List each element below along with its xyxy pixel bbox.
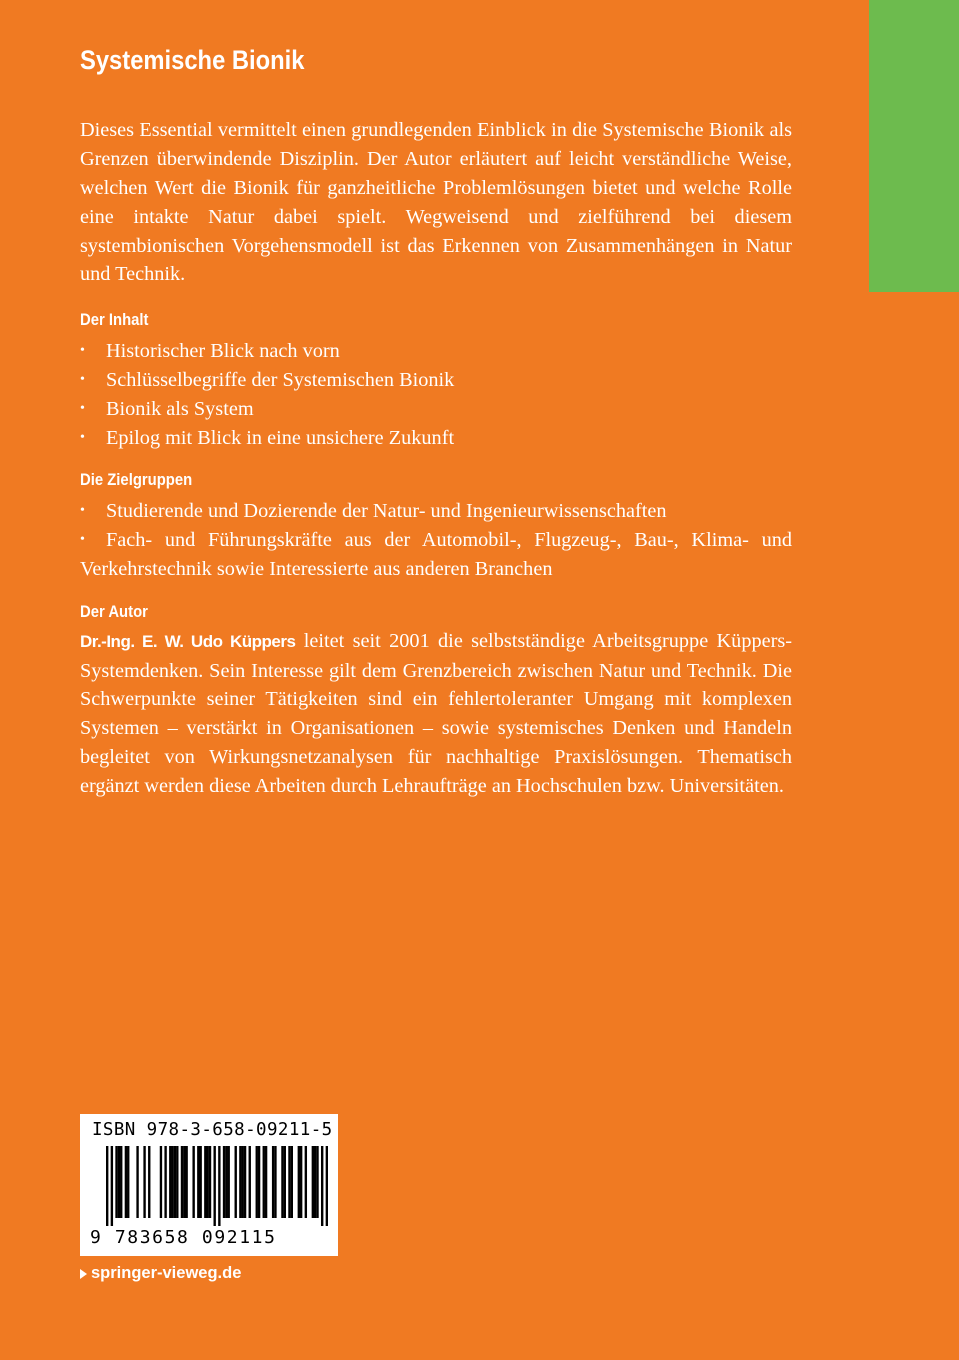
contents-heading: Der Inhalt <box>80 311 149 330</box>
publisher-website-link[interactable] <box>80 1264 241 1283</box>
bullet-icon: • <box>80 532 85 548</box>
audience-list <box>80 497 792 583</box>
list-item: • Fach- und Führungskräfte aus der Automobil-, Flugzeug-, Bau-, Klima- und Verkehrstechnik sowie Interessierte aus anderen Branchen <box>80 526 792 584</box>
arrow-right-icon <box>80 1269 87 1279</box>
isbn-label: ISBN 978-3-658-09211-5 <box>92 1120 333 1140</box>
list-item: • Epilog mit Blick in eine unsichere Zukunft <box>80 424 792 453</box>
author-bio: Dr.-Ing. E. W. Udo Küppers leitet seit 2001 die selbstständige Arbeitsgruppe Küppers-Systemdenken. Sein Interesse gilt dem Grenzbereich zwischen Natur und Technik. Die Schwerpunkte seiner Tätigkeiten sind ein fehlertoleranter Umgang mit komplexen Systemen – verstärkt in Organisationen – sowie systemisches Denken und Handeln begleitet von Wirkungsnetzanalysen für nachhaltige Praxislösungen. Thematisch ergänzt werden diese Arbeiten durch Lehraufträge an Hochschulen bzw. Universitäten. <box>80 629 792 797</box>
green-accent-tab <box>869 0 959 292</box>
book-description: Dieses Essential vermittelt einen grundlegenden Einblick in die Systemische Bionik als Grenzen überwindende Disziplin. Der Autor erläutert auf leicht verständliche Weise, welchen Wert die Bionik für ganzheitliche Problemlösungen bietet und welche Rolle eine intakte Natur dabei spielt. Wegweisend und zielführend bei diesem systembionischen Vorgehensmodell ist das Erkennen von Zusammenhängen in Natur und Technik. <box>80 119 792 286</box>
book-title: Systemische Bionik <box>80 45 305 75</box>
author-name: Dr.-Ing. E. W. Udo Küppers <box>80 631 296 651</box>
bullet-icon: • <box>80 503 85 519</box>
bullet-icon: • <box>80 429 85 445</box>
bullet-icon: • <box>80 371 85 387</box>
author-heading: Der Autor <box>80 602 148 621</box>
website-label: springer-vieweg.de <box>91 1264 242 1282</box>
isbn-digits: 9 783658 092115 <box>90 1227 277 1248</box>
list-item: • Studierende und Dozierende der Natur- und Ingenieurwissenschaften <box>80 497 792 526</box>
list-item: • Historischer Blick nach vorn <box>80 337 792 366</box>
back-cover-content <box>80 44 792 801</box>
isbn-barcode-box <box>80 1114 338 1256</box>
audience-heading: Die Zielgruppen <box>80 471 193 490</box>
contents-list <box>80 337 792 452</box>
bullet-icon: • <box>80 400 85 416</box>
list-item: • Schlüsselbegriffe der Systemischen Bionik <box>80 366 792 395</box>
list-item: • Bionik als System <box>80 395 792 424</box>
barcode-icon <box>106 1146 328 1226</box>
bullet-icon: • <box>80 343 85 359</box>
